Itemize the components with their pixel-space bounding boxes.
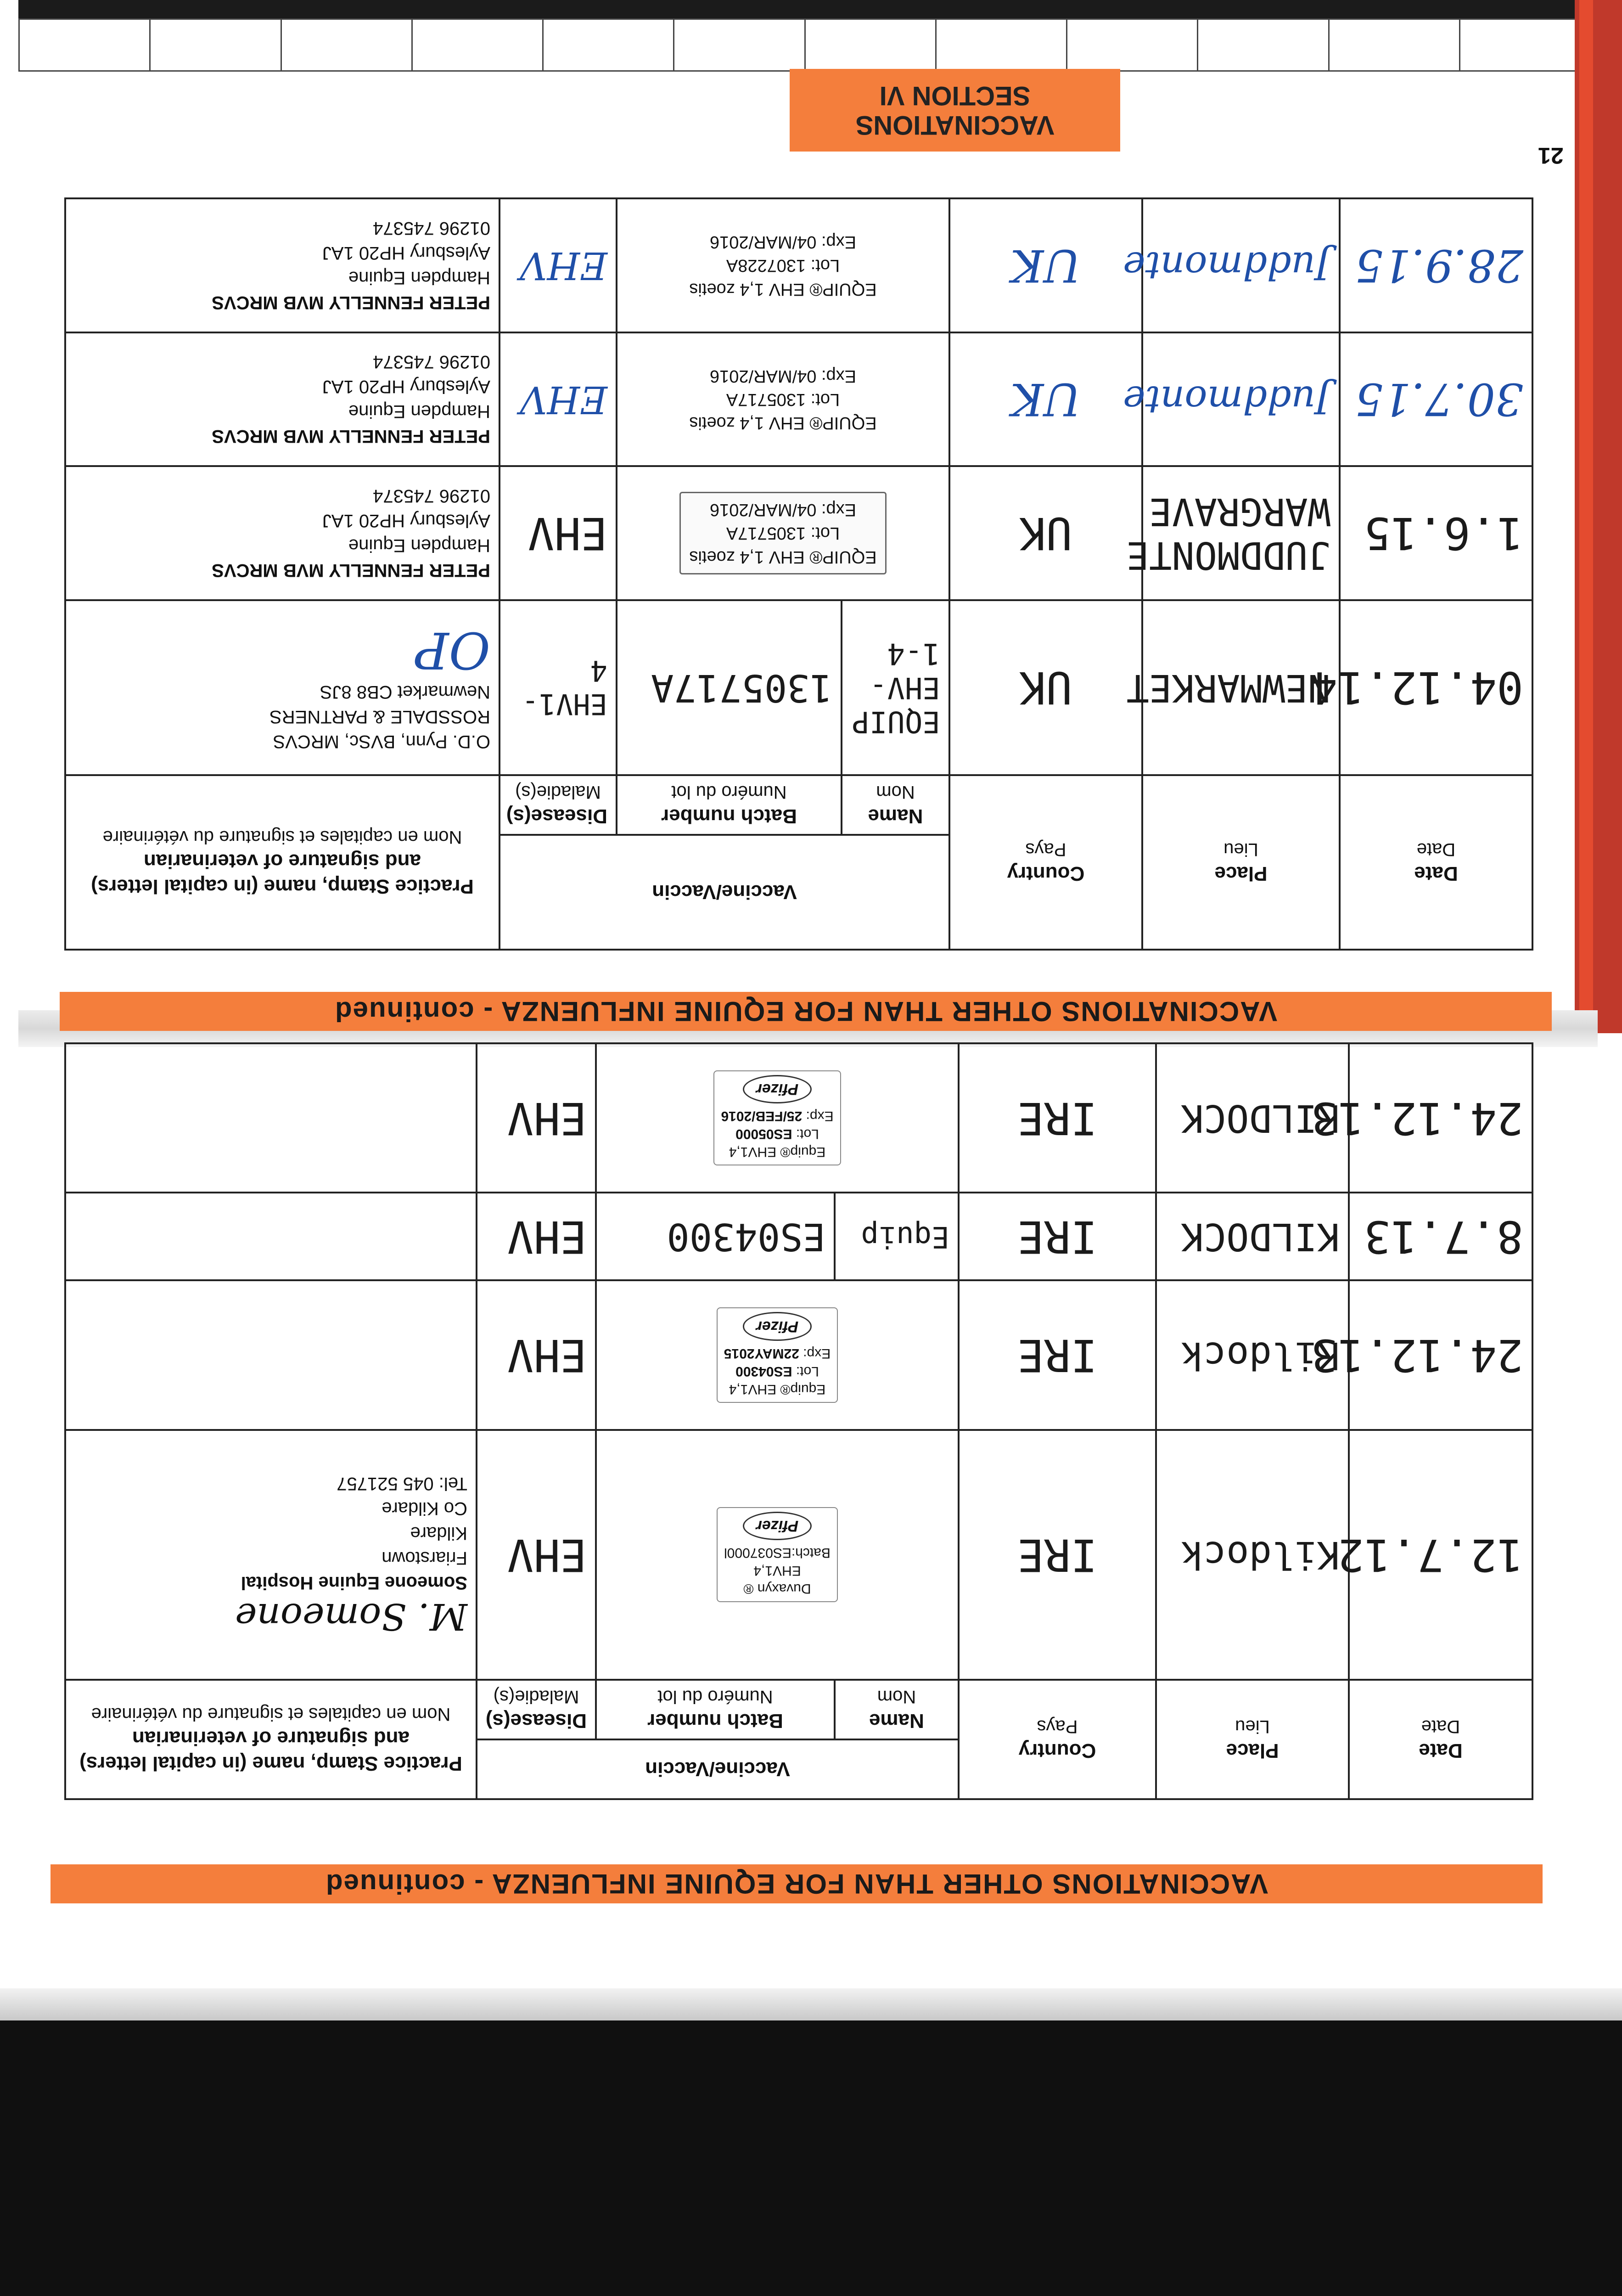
header-diseases: Disease(s) Maladie(s): [500, 775, 617, 835]
row-date: 04.12.14: [1340, 600, 1532, 775]
adjacent-page-table-strip: [18, 18, 1591, 72]
row-date: 24.12.13: [1349, 1281, 1532, 1430]
table-row: [65, 466, 1532, 600]
header-vaccine: Vaccine/Vaccin: [477, 1739, 959, 1799]
row-practice-stamp: PETER FENNELLY MVB MRCVS Hampden Equine Aylesbury HP20 1AJ 01296 745374: [65, 198, 500, 332]
header-batch: Batch number Numéro du lot: [617, 775, 842, 835]
section-banner-upper: VACCINATIONS OTHER THAN FOR EQUINE INFLUENZA - continued: [60, 992, 1552, 1031]
table-row: [65, 198, 1532, 332]
header-practice: Practice Stamp, name (in capital letters) and signature of veterinarian Nom en capitales et signature du vétérinaire: [65, 1680, 477, 1799]
header-date: Date Date: [1349, 1680, 1532, 1799]
row-disease: EHV: [477, 1193, 596, 1280]
row-practice-stamp: M. Someone Someone Equine Hospital Friarstown Kildare Co Kildare Tel: 045 521757: [65, 1430, 477, 1680]
section-banner-lower: VACCINATIONS OTHER THAN FOR EQUINE INFLUENZA - continued: [51, 1864, 1543, 1903]
header-name: Name Nom: [835, 1680, 959, 1739]
upper-vaccination-table: [64, 197, 1533, 951]
row-date: 30.7.15: [1340, 332, 1532, 467]
row-date: 12.7.12: [1349, 1430, 1532, 1680]
row-practice-stamp: [65, 1281, 477, 1430]
header-practice: Practice Stamp, name (in capital letters) and signature of veterinarian Nom en capitales et signature du vétérinaire: [65, 775, 500, 950]
pfizer-logo: Pfizer: [743, 1512, 812, 1540]
row-country: IRE: [959, 1430, 1156, 1680]
row-disease: EHV: [477, 1430, 596, 1680]
row-batch: 1305717A: [617, 600, 842, 775]
row-practice-stamp: PETER FENNELLY MVB MRCVS Hampden Equine Aylesbury HP20 1AJ 01296 745374: [65, 466, 500, 600]
scan-top-edge: [18, 0, 1604, 18]
row-country: IRE: [959, 1043, 1156, 1193]
table-row: [65, 1193, 1532, 1280]
row-disease: EHV: [500, 466, 617, 600]
row-country: UK: [949, 466, 1142, 600]
row-date: 8.7.13: [1349, 1193, 1532, 1280]
row-practice-stamp: PETER FENNELLY MVB MRCVS Hampden Equine Aylesbury HP20 1AJ 01296 745374: [65, 332, 500, 467]
table-row: [65, 600, 1532, 775]
table-row: [65, 1430, 1532, 1680]
table-row: [65, 332, 1532, 467]
row-practice-stamp: [65, 1043, 477, 1193]
row-vaccine-name: EQUIP EHV-1-4: [842, 600, 949, 775]
row-date: 1.6.15: [1340, 466, 1532, 600]
header-date: Date Date: [1340, 775, 1532, 950]
header-batch: Batch number Numéro du lot: [596, 1680, 835, 1739]
row-vaccine-label: Duvaxyn ® EHV1,4 Batch:ES037000l Pfizer: [596, 1430, 959, 1680]
header-country: Country Pays: [949, 775, 1142, 950]
row-vaccine-label: EQUIP® EHV 1,4 zoetis Lot: 1305717A Exp: 04/MAR/2016: [617, 466, 949, 600]
book-cover-edge-highlight: [1579, 0, 1593, 1033]
header-diseases: Disease(s) Maladie(s): [477, 1680, 596, 1739]
section-tab: [790, 69, 1120, 152]
row-disease: EHV: [477, 1043, 596, 1193]
scanner-background: [0, 2020, 1622, 2296]
section-tab-subtitle: SECTION VI: [879, 81, 1031, 111]
row-country: IRE: [959, 1281, 1156, 1430]
lower-vaccination-table: [64, 1042, 1533, 1800]
row-date: 28.9.15: [1340, 198, 1532, 332]
row-vaccine-label: Equip® EHV1,4 Lot: ES04300 Exp: 22MAY2015 Pfizer: [596, 1281, 959, 1430]
row-place: Kildock: [1156, 1430, 1349, 1680]
row-country: UK: [949, 198, 1142, 332]
row-disease: EHV: [477, 1281, 596, 1430]
header-place: Place Lieu: [1156, 1680, 1349, 1799]
row-disease: EHV1-4: [500, 600, 617, 775]
row-vaccine-label: EQUIP® EHV 1,4 zoetis Lot: 1307228A Exp: 04/MAR/2016: [617, 198, 949, 332]
header-name: Name Nom: [842, 775, 949, 835]
row-place: Kildock: [1156, 1281, 1349, 1430]
row-place: KILDOCK: [1156, 1193, 1349, 1280]
row-place: Juddmonte: [1142, 332, 1340, 467]
header-place: Place Lieu: [1142, 775, 1340, 950]
row-disease: EHV: [500, 332, 617, 467]
row-vaccine-name: Equip: [835, 1193, 959, 1280]
row-practice-stamp: O.D. Pynn, BVSc, MRCVS ROSSDALE & PARTNERS Newmarket CB8 8JS OP: [65, 600, 500, 775]
row-place: KILDOCK: [1156, 1043, 1349, 1193]
vet-signature: OP: [415, 621, 490, 680]
row-country: UK: [949, 600, 1142, 775]
table-row: [65, 1043, 1532, 1193]
header-country: Country Pays: [959, 1680, 1156, 1799]
row-country: IRE: [959, 1193, 1156, 1280]
row-place: JUDDMONTE WARGRAVE: [1142, 466, 1340, 600]
vet-signature: M. Someone: [235, 1595, 467, 1638]
header-vaccine: Vaccine/Vaccin: [500, 835, 949, 950]
row-place: Juddmonte: [1142, 198, 1340, 332]
row-batch: ES04300: [596, 1193, 835, 1280]
row-vaccine-label: EQUIP® EHV 1,4 zoetis Lot: 1305717A Exp: 04/MAR/2016: [617, 332, 949, 467]
row-practice-stamp: [65, 1193, 477, 1280]
row-disease: EHV: [500, 198, 617, 332]
page-number: 21: [1538, 143, 1564, 169]
row-date: 24.12.13: [1349, 1043, 1532, 1193]
pfizer-logo: Pfizer: [743, 1075, 812, 1103]
pfizer-logo: Pfizer: [743, 1312, 812, 1341]
row-country: UK: [949, 332, 1142, 467]
section-tab-title: VACCINATIONS: [855, 110, 1055, 140]
row-vaccine-label: Equip® EHV1,4 Lot: ES05000 Exp: 25/FEB/2016 Pfizer: [596, 1043, 959, 1193]
header-row: [65, 835, 1532, 950]
table-row: [65, 1281, 1532, 1430]
row-place: NEWMARKET: [1142, 600, 1340, 775]
